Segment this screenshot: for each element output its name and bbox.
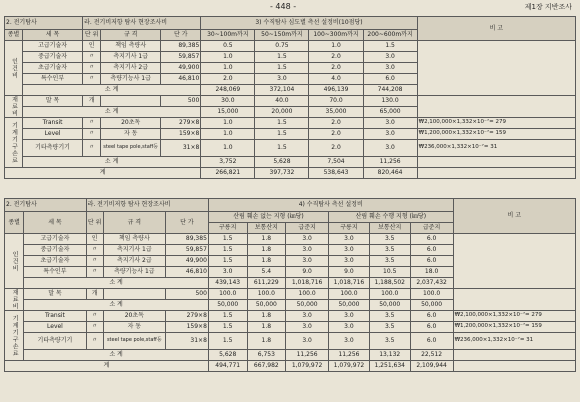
- group-label-labor: 인건비: [5, 41, 23, 96]
- row-value: 100.0: [329, 289, 370, 300]
- row-unit: 〃: [83, 118, 101, 129]
- col-header-unit: 단 위: [83, 30, 101, 41]
- row-unit: 〃: [83, 129, 101, 140]
- subtotal-value: 7,504: [309, 157, 363, 168]
- subtotal-value: 65,000: [363, 107, 417, 118]
- total-value: 494,771: [208, 361, 247, 372]
- row-item: 중급기술자: [24, 245, 86, 256]
- note-cell: ₩2,100,000×1,332×10⁻⁷= 279: [417, 118, 575, 129]
- row-spec: [101, 96, 161, 107]
- row-spec: [103, 289, 165, 300]
- subtotal-row: [5, 157, 576, 168]
- subtotal-label: 소 계: [23, 85, 201, 96]
- total-row: [5, 168, 576, 179]
- row-value: 3.0: [363, 129, 417, 140]
- row-value: 3.5: [369, 245, 410, 256]
- row-value: 3.0: [329, 333, 370, 350]
- row-value: 9.0: [286, 267, 329, 278]
- col-header-item: 세 목: [24, 212, 86, 234]
- row-value: 3.0: [286, 322, 329, 333]
- subtotal-value: 13,132: [369, 350, 410, 361]
- cost-table-terrain: [4, 198, 576, 372]
- row-unit: 인: [86, 234, 103, 245]
- row-value: 1.0: [201, 52, 255, 63]
- row-value: 3.5: [369, 333, 410, 350]
- row-spec: 책임 측량사: [103, 234, 165, 245]
- subtotal-value: 11,256: [329, 350, 370, 361]
- subtotal-value: 22,512: [410, 350, 453, 361]
- group-header-damage: 산림 훼손 수행 지형 (㎞당): [329, 212, 454, 223]
- row-unit: 〃: [83, 52, 101, 63]
- row-value: 3.0: [363, 63, 417, 74]
- row-value: 6.0: [410, 245, 453, 256]
- group-label-equipment: 기계기구손료: [5, 118, 23, 168]
- row-value: 6.0: [410, 234, 453, 245]
- note-cell: ₩2,100,000×1,332×10⁻⁷= 279: [453, 311, 575, 322]
- row-value: 3.0: [329, 245, 370, 256]
- row-value: 10.5: [369, 267, 410, 278]
- row-price: 46,810: [165, 267, 208, 278]
- note-header: 비 고: [453, 199, 575, 234]
- row-price: 500: [161, 96, 201, 107]
- row-item: 기타측량기기: [24, 333, 86, 350]
- row-spec: 측량기능사 1급: [101, 74, 161, 85]
- row-item: 말 목: [24, 289, 86, 300]
- row-value: 3.5: [369, 256, 410, 267]
- subtotal-value: 372,104: [255, 85, 309, 96]
- table-row: [5, 322, 576, 333]
- row-value: 1.5: [208, 234, 247, 245]
- note-cell: ₩1,200,000×1,332×10⁻⁷= 159: [453, 322, 575, 333]
- table-row: [5, 311, 576, 322]
- table-row: [5, 140, 576, 157]
- row-spec: steel tape pole,staff등: [103, 333, 165, 350]
- total-value: 1,079,972: [329, 361, 370, 372]
- row-value: 1.0: [201, 118, 255, 129]
- chapter-label: 제1장 지반조사: [524, 3, 572, 11]
- row-value: 3.0: [286, 311, 329, 322]
- note-cell: [453, 289, 575, 311]
- note-cell: ₩236,000×1,332×10⁻⁷= 31: [417, 140, 575, 157]
- row-value: 6.0: [410, 322, 453, 333]
- row-item: 특수인부: [24, 267, 86, 278]
- table-row: [5, 129, 576, 140]
- subtotal-value: 1,018,716: [286, 278, 329, 289]
- note-cell: [417, 41, 575, 96]
- total-value: 266,821: [201, 168, 255, 179]
- note-cell: ₩236,000×1,332×10⁻⁷= 31: [453, 333, 575, 350]
- row-item: Level: [24, 322, 86, 333]
- row-value: 1.5: [363, 41, 417, 52]
- subtotal-label: 소 계: [24, 278, 209, 289]
- section-title: 2. 전기탐사: [5, 199, 87, 212]
- total-value: 397,732: [255, 168, 309, 179]
- row-unit: 〃: [86, 256, 103, 267]
- col-header-depth: 200~600m까지: [363, 30, 417, 41]
- page-number: - 448 -: [270, 2, 297, 11]
- row-price: 279×8: [161, 118, 201, 129]
- subtotal-value: 50,000: [247, 300, 286, 311]
- row-spec: 20초독: [101, 118, 161, 129]
- row-spec: 20초독: [103, 311, 165, 322]
- row-value: 6.0: [410, 311, 453, 322]
- row-value: 9.0: [329, 267, 370, 278]
- row-item: 중급기술자: [23, 52, 83, 63]
- col-header-terrain: 보통산지: [369, 223, 410, 234]
- row-price: 159×8: [161, 129, 201, 140]
- subtotal-value: 3,752: [201, 157, 255, 168]
- row-value: 2.0: [309, 63, 363, 74]
- row-value: 1.8: [247, 234, 286, 245]
- subtotal-value: 1,188,502: [369, 278, 410, 289]
- row-value: 3.0: [286, 234, 329, 245]
- row-value: 30.0: [201, 96, 255, 107]
- row-value: 1.5: [255, 129, 309, 140]
- table-title: 3) 수직탐사 심도별 측선 설정비(10점당): [201, 17, 417, 30]
- row-value: 3.0: [329, 311, 370, 322]
- row-value: 1.8: [247, 333, 286, 350]
- row-value: 1.8: [247, 322, 286, 333]
- note-cell: [453, 361, 575, 372]
- row-value: 1.5: [208, 245, 247, 256]
- subsection-title: 라. 전기비저항 탐사 현장조사비: [83, 17, 201, 30]
- row-value: 3.5: [369, 311, 410, 322]
- subtotal-value: 35,000: [309, 107, 363, 118]
- row-unit: 〃: [86, 311, 103, 322]
- total-value: 1,251,634: [369, 361, 410, 372]
- row-item: 고급기술자: [24, 234, 86, 245]
- row-value: 0.5: [201, 41, 255, 52]
- row-price: 500: [165, 289, 208, 300]
- group-label-material: 재료비: [5, 289, 24, 311]
- total-row: [5, 361, 576, 372]
- row-item: 기타측량기기: [23, 140, 83, 157]
- row-price: 159×8: [165, 322, 208, 333]
- table-title: 4) 수직탐사 측선 설정비: [208, 199, 453, 212]
- row-spec: 측량기능사 1급: [103, 267, 165, 278]
- col-header-terrain: 급준지: [286, 223, 329, 234]
- row-value: 40.0: [255, 96, 309, 107]
- row-unit: 〃: [86, 322, 103, 333]
- row-spec: 책임 측량사: [101, 41, 161, 52]
- total-label: 계: [5, 361, 209, 372]
- total-value: 538,643: [309, 168, 363, 179]
- row-value: 100.0: [410, 289, 453, 300]
- subtotal-value: 5,628: [255, 157, 309, 168]
- row-value: 100.0: [247, 289, 286, 300]
- col-header-price: 단 가: [161, 30, 201, 41]
- subtotal-value: 50,000: [410, 300, 453, 311]
- subtotal-value: 50,000: [286, 300, 329, 311]
- row-value: 100.0: [286, 289, 329, 300]
- row-value: 1.5: [208, 256, 247, 267]
- row-spec: steel tape pole,staff등: [101, 140, 161, 157]
- row-item: 고급기술자: [23, 41, 83, 52]
- note-cell: [417, 168, 575, 179]
- subtotal-value: 6,753: [247, 350, 286, 361]
- row-value: 1.5: [208, 322, 247, 333]
- row-value: 2.0: [309, 52, 363, 63]
- row-value: 1.0: [201, 129, 255, 140]
- row-unit: 인: [83, 41, 101, 52]
- subtotal-value: 2,037,432: [410, 278, 453, 289]
- note-cell: [417, 96, 575, 118]
- row-unit: 〃: [83, 74, 101, 85]
- table-row: [5, 96, 576, 107]
- subtotal-label: 소 계: [24, 300, 209, 311]
- row-value: 6.0: [363, 74, 417, 85]
- subsection-title: 라. 전기비저항 탐사 현장조사비: [86, 199, 208, 212]
- row-price: 49,900: [161, 63, 201, 74]
- group-label-labor: 인건비: [5, 234, 24, 289]
- subtotal-value: 439,143: [208, 278, 247, 289]
- row-value: 18.0: [410, 267, 453, 278]
- total-value: 820,464: [363, 168, 417, 179]
- row-item: 특수인부: [23, 74, 83, 85]
- row-value: 1.5: [255, 118, 309, 129]
- col-header-type: 종별: [5, 30, 23, 41]
- row-value: 6.0: [410, 333, 453, 350]
- group-header-no-damage: 산림 훼손 없는 지형 (㎞당): [208, 212, 328, 223]
- row-value: 1.5: [255, 63, 309, 74]
- row-value: 3.5: [369, 234, 410, 245]
- subtotal-value: 496,139: [309, 85, 363, 96]
- row-value: 1.0: [201, 140, 255, 157]
- row-unit: 〃: [86, 333, 103, 350]
- row-value: 70.0: [309, 96, 363, 107]
- row-value: 3.0: [286, 333, 329, 350]
- row-value: 3.0: [329, 256, 370, 267]
- row-value: 100.0: [369, 289, 410, 300]
- row-value: 0.75: [255, 41, 309, 52]
- row-price: 49,900: [165, 256, 208, 267]
- col-header-spec: 규 격: [103, 212, 165, 234]
- row-value: 3.0: [363, 118, 417, 129]
- total-label: 계: [5, 168, 201, 179]
- subtotal-value: 248,069: [201, 85, 255, 96]
- subtotal-row: [5, 350, 576, 361]
- row-value: 4.0: [309, 74, 363, 85]
- subtotal-value: 11,256: [363, 157, 417, 168]
- col-header-item: 세 목: [23, 30, 83, 41]
- row-value: 2.0: [309, 129, 363, 140]
- row-unit: 〃: [83, 63, 101, 74]
- note-cell: [453, 234, 575, 289]
- col-header-depth: 100~300m까지: [309, 30, 363, 41]
- page-header: [0, 0, 580, 16]
- table-row: [5, 289, 576, 300]
- row-value: 1.8: [247, 256, 286, 267]
- row-item: Transit: [24, 311, 86, 322]
- col-header-price: 단 가: [165, 212, 208, 234]
- row-price: 279×8: [165, 311, 208, 322]
- subtotal-value: 611,229: [247, 278, 286, 289]
- col-header-spec: 규 격: [101, 30, 161, 41]
- row-unit: 〃: [86, 245, 103, 256]
- total-value: 2,109,944: [410, 361, 453, 372]
- row-unit: 〃: [83, 140, 101, 157]
- row-value: 1.5: [208, 311, 247, 322]
- group-label-material: 재료비: [5, 96, 23, 118]
- note-header: 비 고: [417, 17, 575, 41]
- row-value: 100.0: [208, 289, 247, 300]
- group-label-equipment: 기계기구손료: [5, 311, 24, 361]
- col-header-depth: 50~150m까지: [255, 30, 309, 41]
- table-row: [5, 333, 576, 350]
- row-spec: 자 동: [101, 129, 161, 140]
- row-value: 1.8: [247, 311, 286, 322]
- row-price: 89,385: [165, 234, 208, 245]
- row-spec: 측지기사 1급: [101, 52, 161, 63]
- note-cell: [417, 157, 575, 168]
- subtotal-label: 소 계: [24, 350, 209, 361]
- row-value: 3.0: [329, 322, 370, 333]
- row-value: 1.5: [255, 140, 309, 157]
- row-value: 5.4: [247, 267, 286, 278]
- row-value: 6.0: [410, 256, 453, 267]
- col-header-terrain: 구릉지: [208, 223, 247, 234]
- row-value: 1.8: [247, 245, 286, 256]
- row-value: 1.5: [208, 333, 247, 350]
- row-value: 3.0: [286, 245, 329, 256]
- total-value: 1,079,972: [286, 361, 329, 372]
- note-cell: [453, 350, 575, 361]
- subtotal-value: 744,208: [363, 85, 417, 96]
- row-value: 130.0: [363, 96, 417, 107]
- row-price: 31×8: [165, 333, 208, 350]
- row-value: 3.0: [329, 234, 370, 245]
- table-row: [5, 41, 576, 52]
- row-value: 3.0: [363, 140, 417, 157]
- subtotal-value: 50,000: [369, 300, 410, 311]
- row-item: 초급기술자: [23, 63, 83, 74]
- col-header-unit: 단 위: [86, 212, 103, 234]
- subtotal-label: 소 계: [23, 157, 201, 168]
- row-price: 59,857: [161, 52, 201, 63]
- row-price: 59,857: [165, 245, 208, 256]
- subtotal-value: 1,018,716: [329, 278, 370, 289]
- row-value: 3.0: [255, 74, 309, 85]
- subtotal-value: 20,000: [255, 107, 309, 118]
- col-header-depth: 30~100m까지: [201, 30, 255, 41]
- row-spec: 측지기사 1급: [103, 245, 165, 256]
- subtotal-value: 5,628: [208, 350, 247, 361]
- total-value: 667,982: [247, 361, 286, 372]
- subtotal-value: 50,000: [329, 300, 370, 311]
- subtotal-label: 소 계: [23, 107, 201, 118]
- row-spec: 측지기사 2급: [103, 256, 165, 267]
- col-header-terrain: 보통산지: [247, 223, 286, 234]
- row-unit: 개: [83, 96, 101, 107]
- table-row: [5, 118, 576, 129]
- row-price: 89,385: [161, 41, 201, 52]
- col-header-terrain: 구릉지: [329, 223, 370, 234]
- row-unit: 〃: [86, 267, 103, 278]
- subtotal-value: 11,256: [286, 350, 329, 361]
- row-value: 3.0: [363, 52, 417, 63]
- col-header-type: 종별: [5, 212, 24, 234]
- row-value: 1.0: [309, 41, 363, 52]
- row-spec: 측지기사 2급: [101, 63, 161, 74]
- row-value: 3.0: [208, 267, 247, 278]
- row-item: 말 목: [23, 96, 83, 107]
- table-row: [5, 234, 576, 245]
- row-value: 1.5: [255, 52, 309, 63]
- row-value: 1.0: [201, 63, 255, 74]
- row-value: 2.0: [201, 74, 255, 85]
- row-value: 2.0: [309, 140, 363, 157]
- row-value: 2.0: [309, 118, 363, 129]
- subtotal-value: 15,000: [201, 107, 255, 118]
- row-value: 3.0: [286, 256, 329, 267]
- row-item: 초급기술자: [24, 256, 86, 267]
- section-title: 2. 전기탐사: [5, 17, 83, 30]
- row-unit: 개: [86, 289, 103, 300]
- row-spec: 자 동: [103, 322, 165, 333]
- note-cell: ₩1,200,000×1,332×10⁻⁷= 159: [417, 129, 575, 140]
- row-price: 31×8: [161, 140, 201, 157]
- row-value: 3.5: [369, 322, 410, 333]
- row-item: Level: [23, 129, 83, 140]
- row-item: Transit: [23, 118, 83, 129]
- row-price: 46,810: [161, 74, 201, 85]
- cost-table-depth: [4, 16, 576, 179]
- col-header-terrain: 급준지: [410, 223, 453, 234]
- subtotal-value: 50,000: [208, 300, 247, 311]
